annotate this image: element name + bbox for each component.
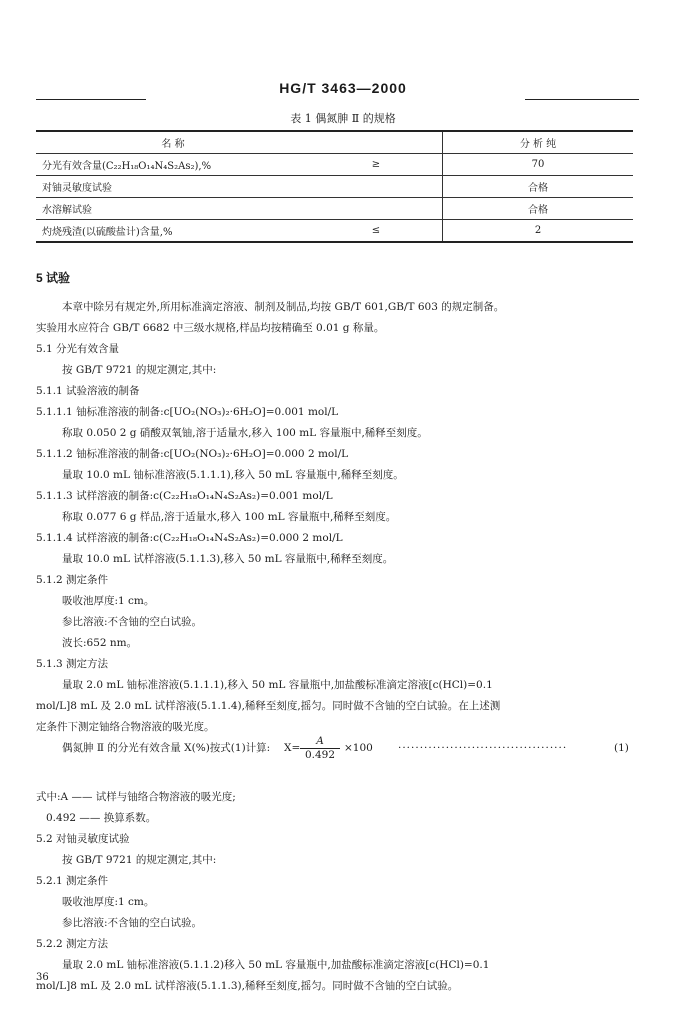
document-body <box>36 268 632 997</box>
section-heading: 5.1.1.1 铀标准溶液的制备:c[UO₂(NO₃)₂·6H₂O]=0.001 mol/L <box>36 406 339 418</box>
formula-denominator: 0.492 <box>304 749 336 761</box>
paragraph: 偶氮胂 Ⅱ 的分光有效含量 X(%)按式(1)计算: <box>62 742 271 754</box>
row-value: 合格 <box>443 176 634 198</box>
paragraph: mol/L]8 mL 及 2.0 mL 试样溶液(5.1.1.4),稀释至刻度,摇匀。同时做不含铀的空白试验。在上述测 <box>36 700 501 712</box>
paragraph: 吸收池厚度:1 cm。 <box>62 595 155 607</box>
section-heading: 5.2.1 测定条件 <box>36 875 109 887</box>
paragraph: 波长:652 nm。 <box>62 637 138 649</box>
row-op <box>310 176 443 198</box>
table-caption: 表 1 偶氮胂 Ⅱ 的规格 <box>290 112 396 125</box>
paragraph: 吸收池厚度:1 cm。 <box>62 896 155 908</box>
paragraph: 按 GB/T 9721 的规定测定,其中: <box>62 854 217 866</box>
paragraph: 量取 2.0 mL 铀标准溶液(5.1.1.1),移入 50 mL 容量瓶中,加盐酸标准滴定溶液[c(HCl)=0.1 <box>62 679 493 691</box>
row-op: ≥ <box>310 154 443 176</box>
paragraph: 0.492 —— 换算系数。 <box>46 812 157 824</box>
section-heading: 5.2.2 测定方法 <box>36 938 109 950</box>
spacer <box>36 289 632 297</box>
row-value: 70 <box>443 154 634 176</box>
header-rule-left <box>36 99 146 100</box>
section-heading: 5.1.3 测定方法 <box>36 658 109 670</box>
standard-number: HG/T 3463—2000 <box>279 80 407 96</box>
formula-fraction <box>300 735 340 762</box>
row-op: ≤ <box>310 220 443 243</box>
row-op <box>310 198 443 220</box>
row-name: 对铀灵敏度试验 <box>36 176 310 198</box>
section-heading: 5.2 对铀灵敏度试验 <box>36 833 130 845</box>
paragraph: 本章中除另有规定外,所用标准滴定溶液、制剂及制品,均按 GB/T 601,GB/T 603 的规定制备。 <box>62 301 505 313</box>
paragraph: 量取 10.0 mL 铀标准溶液(5.1.1.1),移入 50 mL 容量瓶中,稀释至刻度。 <box>62 469 404 481</box>
header-op <box>310 131 443 154</box>
table-row <box>36 198 633 220</box>
section-heading: 5.1.1.3 试样溶液的制备:c(C₂₂H₁₈O₁₄N₄S₂As₂)=0.001 mol/L <box>36 490 333 502</box>
row-value: 合格 <box>443 198 634 220</box>
row-name: 灼烧残渣(以硫酸盐计)含量,% <box>36 220 310 243</box>
paragraph: 量取 2.0 mL 铀标准溶液(5.1.1.2)移入 50 mL 容量瓶中,加盐酸标准滴定溶液[c(HCl)=0.1 <box>62 959 490 971</box>
row-name: 分光有效含量(C₂₂H₁₈O₁₄N₄S₂As₂),% <box>36 154 310 176</box>
paragraph: 按 GB/T 9721 的规定测定,其中: <box>62 364 217 376</box>
table-header-row <box>36 131 633 154</box>
paragraph: 称取 0.077 6 g 样品,溶于适量水,移入 100 mL 容量瓶中,稀释至刻度。 <box>62 511 397 523</box>
header-name: 名 称 <box>36 131 310 154</box>
row-name: 水溶解试验 <box>36 198 310 220</box>
table-row <box>36 154 633 176</box>
header-rule-right <box>525 99 639 100</box>
section-5-title: 5 试验 <box>36 271 71 285</box>
section-heading: 5.1 分光有效含量 <box>36 343 120 355</box>
table-row <box>36 176 633 198</box>
section-heading: 5.1.1.4 试样溶液的制备:c(C₂₂H₁₈O₁₄N₄S₂As₂)=0.000 2 mol/L <box>36 532 343 544</box>
paragraph: 参比溶液:不含铀的空白试验。 <box>62 917 203 929</box>
formula-lhs: X= <box>284 742 301 754</box>
formula-1 <box>284 735 634 765</box>
row-value: 2 <box>443 220 634 243</box>
section-heading: 5.1.1.2 铀标准溶液的制备:c[UO₂(NO₃)₂·6H₂O]=0.000 2 mol/L <box>36 448 349 460</box>
formula-numerator: A <box>300 735 340 749</box>
paragraph: 称取 0.050 2 g 硝酸双氧铀,溶于适量水,移入 100 mL 容量瓶中,稀释至刻度。 <box>62 427 428 439</box>
section-heading: 5.1.2 测定条件 <box>36 574 109 586</box>
formula-rhs: ×100 <box>344 742 373 754</box>
paragraph: 定条件下测定铀络合物溶液的吸光度。 <box>36 721 215 733</box>
page-number: 36 <box>36 972 49 983</box>
header-value: 分 析 纯 <box>443 131 634 154</box>
section-heading: 5.1.1 试验溶液的制备 <box>36 385 140 397</box>
paragraph: 式中:A —— 试样与铀络合物溶液的吸光度; <box>36 791 236 803</box>
formula-number: (1) <box>614 742 629 754</box>
spec-table <box>36 130 633 243</box>
paragraph: 实验用水应符合 GB/T 6682 中三级水规格,样品均按精确至 0.01 g 称量。 <box>36 322 385 334</box>
formula-leader-dots: ······································· <box>398 742 568 754</box>
paragraph: 量取 10.0 mL 试样溶液(5.1.1.3),移入 50 mL 容量瓶中,稀释至刻度。 <box>62 553 394 565</box>
table-row <box>36 220 633 243</box>
paragraph: mol/L]8 mL 及 2.0 mL 试样溶液(5.1.1.3),稀释至刻度,摇匀。同时做不含铀的空白试验。 <box>36 980 459 992</box>
paragraph: 参比溶液:不含铀的空白试验。 <box>62 616 203 628</box>
